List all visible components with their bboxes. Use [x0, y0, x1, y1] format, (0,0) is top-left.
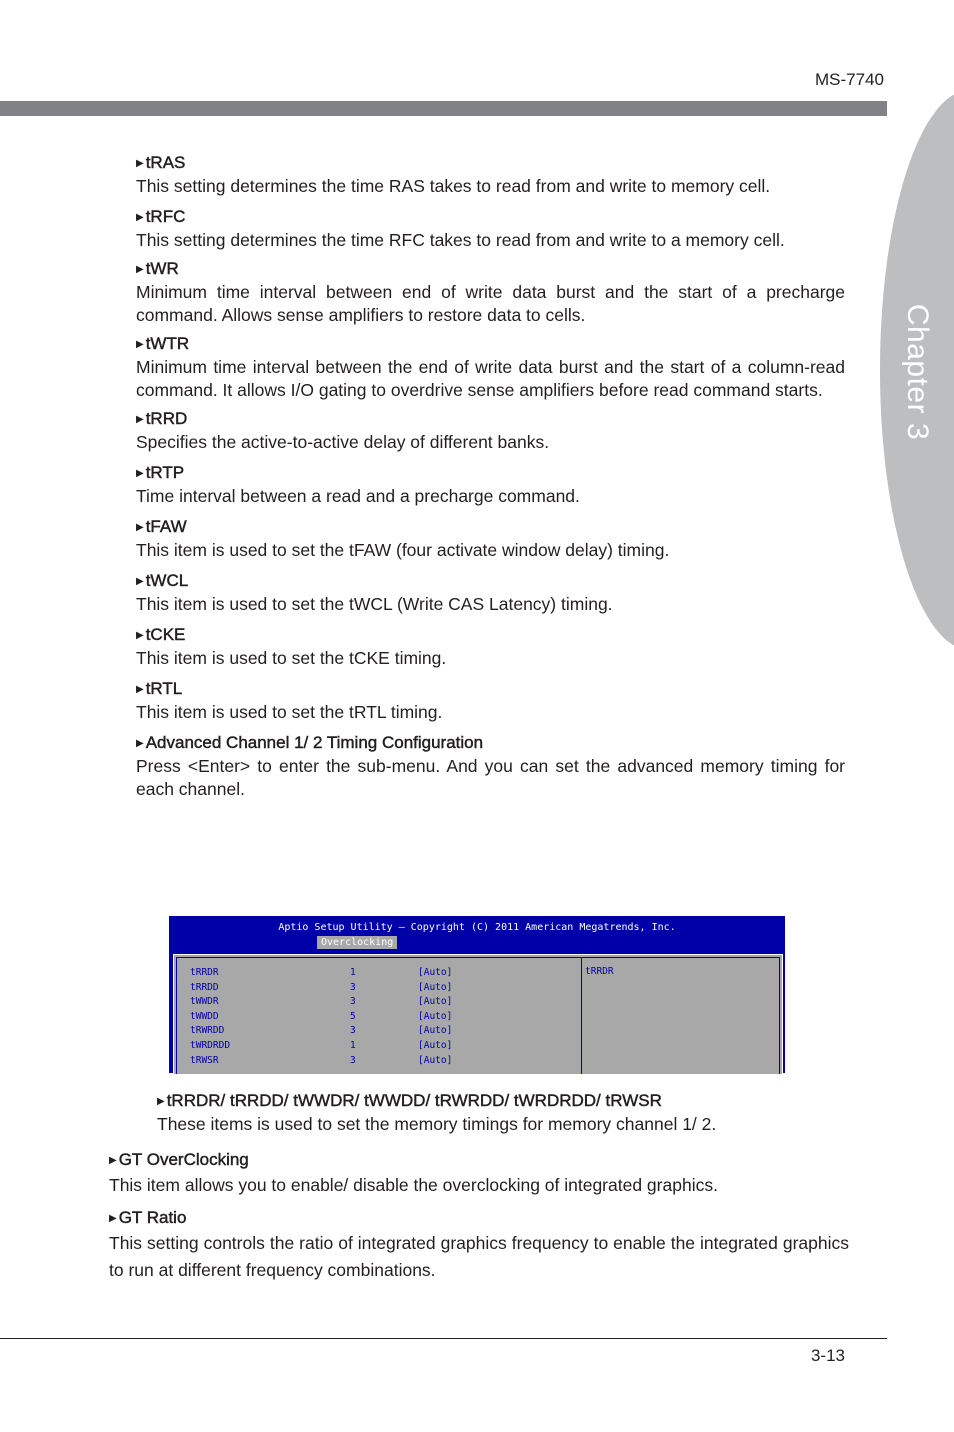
- setting-description: Time interval between a read and a precharge command.: [136, 486, 580, 506]
- setting-title: ▶ GT OverClocking: [109, 1148, 849, 1172]
- setting-description: This item is used to set the tFAW (four activate window delay) timing.: [136, 540, 670, 560]
- page-number: 3-13: [810, 1346, 845, 1365]
- setting-description: This item is used to set the tWCL (Write CAS Latency) timing.: [136, 594, 613, 614]
- bios-row-value: 3: [350, 981, 356, 993]
- setting-item: [136, 569, 845, 616]
- setting-item: [157, 1089, 847, 1136]
- setting-item: [136, 257, 845, 327]
- setting-item: [136, 407, 845, 454]
- setting-description: Minimum time interval between the end of write data burst and the start of a column-read command. It allows I/O gating to overdrive sense amplifiers before read command starts.: [136, 357, 845, 400]
- arrow-right-icon: ▶: [157, 1096, 165, 1107]
- arrow-right-icon: ▶: [136, 264, 144, 275]
- setting-item: [136, 461, 845, 508]
- bios-row-value: 3: [350, 1054, 356, 1066]
- arrow-right-icon: ▶: [109, 1155, 117, 1166]
- bios-tab-overclocking[interactable]: Overclocking: [317, 936, 397, 949]
- bios-row-name: tRWRDD: [190, 1025, 225, 1037]
- bios-row-value: 1: [350, 967, 356, 978]
- bios-panel: [173, 954, 783, 1074]
- arrow-right-icon: ▶: [136, 212, 144, 223]
- setting-description: These items is used to set the memory timings for memory channel 1/ 2.: [157, 1114, 717, 1134]
- setting-title: ▶ tRRDR/ tRRDD/ tWWDR/ tWWDD/ tRWRDD/ tWRDRDD/ tRWSR: [157, 1089, 847, 1113]
- footer-rule: [0, 1338, 887, 1339]
- setting-description: Specifies the active-to-active delay of different banks.: [136, 432, 550, 452]
- arrow-right-icon: ▶: [136, 630, 144, 641]
- setting-description: Minimum time interval between end of write data burst and the start of a precharge command. Allows sense amplifiers to restore data to cells.: [136, 282, 845, 325]
- bios-row-name: tWWDD: [190, 1010, 219, 1022]
- bios-row-setting[interactable]: [Auto]: [418, 1040, 453, 1051]
- bios-row-name: tRWSR: [190, 1054, 219, 1066]
- bios-help-text: tRRDR: [585, 966, 614, 977]
- bios-row-setting[interactable]: [Auto]: [418, 1010, 453, 1022]
- arrow-right-icon: ▶: [136, 468, 144, 479]
- setting-title: ▶ tRRD: [136, 407, 845, 431]
- sub-setting: [157, 1089, 847, 1143]
- setting-description: Press <Enter> to enter the sub-menu. And you can set the advanced memory timing for each channel.: [136, 756, 845, 799]
- bios-row-value: 3: [350, 996, 356, 1008]
- setting-title: ▶ tWR: [136, 257, 845, 281]
- arrow-right-icon: ▶: [136, 339, 144, 350]
- setting-item: [136, 731, 845, 801]
- setting-title: ▶ GT Ratio: [109, 1206, 849, 1230]
- bios-row-name: tWWDR: [190, 996, 219, 1008]
- bios-row-value: 1: [350, 1040, 356, 1051]
- arrow-right-icon: ▶: [136, 158, 144, 169]
- setting-title: ▶ tFAW: [136, 515, 845, 539]
- bios-row-setting[interactable]: [Auto]: [418, 1025, 453, 1037]
- setting-description: This item is used to set the tCKE timing.: [136, 648, 447, 668]
- setting-item: [109, 1206, 849, 1284]
- setting-item: [109, 1148, 849, 1199]
- setting-description: This setting determines the time RFC takes to read from and write to a memory cell.: [136, 230, 785, 250]
- bios-divider: [581, 958, 582, 1074]
- settings-list: [136, 151, 845, 806]
- setting-title: ▶ tRFC: [136, 205, 845, 229]
- setting-title: ▶ tRAS: [136, 151, 845, 175]
- setting-title: ▶ tRTP: [136, 461, 845, 485]
- header-bar: [0, 101, 887, 116]
- bios-row-setting[interactable]: [Auto]: [418, 981, 453, 993]
- model-number: MS-7740: [815, 70, 884, 89]
- gt-settings-list: [109, 1148, 849, 1289]
- bios-row-setting[interactable]: [Auto]: [418, 996, 453, 1008]
- chapter-tab-label-wrap: [880, 292, 954, 452]
- chapter-label: Chapter 3: [901, 303, 934, 441]
- setting-description: This setting controls the ratio of integrated graphics frequency to enable the integrated graphics to run at different frequency combinations.: [109, 1233, 849, 1280]
- setting-description: This setting determines the time RAS takes to read from and write to memory cell.: [136, 176, 771, 196]
- setting-description: This item is used to set the tRTL timing.: [136, 702, 443, 722]
- setting-item: [136, 623, 845, 670]
- bios-row-value: 3: [350, 1025, 356, 1037]
- setting-title: ▶ Advanced Channel 1/ 2 Timing Configuration: [136, 731, 845, 755]
- bios-row-name: tWRDRDD: [190, 1040, 231, 1051]
- bios-row-setting[interactable]: [Auto]: [418, 967, 453, 978]
- arrow-right-icon: ▶: [136, 522, 144, 533]
- arrow-right-icon: ▶: [109, 1213, 117, 1224]
- arrow-right-icon: ▶: [136, 576, 144, 587]
- setting-title: ▶ tRTL: [136, 677, 845, 701]
- setting-title: ▶ tWTR: [136, 332, 845, 356]
- bios-row-setting[interactable]: [Auto]: [418, 1054, 453, 1066]
- setting-item: [136, 332, 845, 402]
- setting-item: [136, 151, 845, 198]
- arrow-right-icon: ▶: [136, 414, 144, 425]
- setting-title: ▶ tWCL: [136, 569, 845, 593]
- setting-item: [136, 515, 845, 562]
- bios-row-name: tRRDD: [190, 981, 219, 993]
- bios-screenshot: [169, 916, 785, 1073]
- bios-title: Aptio Setup Utility – Copyright (C) 2011 American Megatrends, Inc.: [278, 922, 676, 933]
- setting-title: ▶ tCKE: [136, 623, 845, 647]
- arrow-right-icon: ▶: [136, 684, 144, 695]
- bios-row-name: tRRDR: [190, 967, 219, 978]
- setting-description: This item allows you to enable/ disable the overclocking of integrated graphics.: [109, 1175, 718, 1195]
- setting-item: [136, 205, 845, 252]
- bios-panel-inner: [176, 957, 780, 1074]
- setting-item: [136, 677, 845, 724]
- arrow-right-icon: ▶: [136, 738, 144, 749]
- bios-row-value: 5: [350, 1010, 356, 1022]
